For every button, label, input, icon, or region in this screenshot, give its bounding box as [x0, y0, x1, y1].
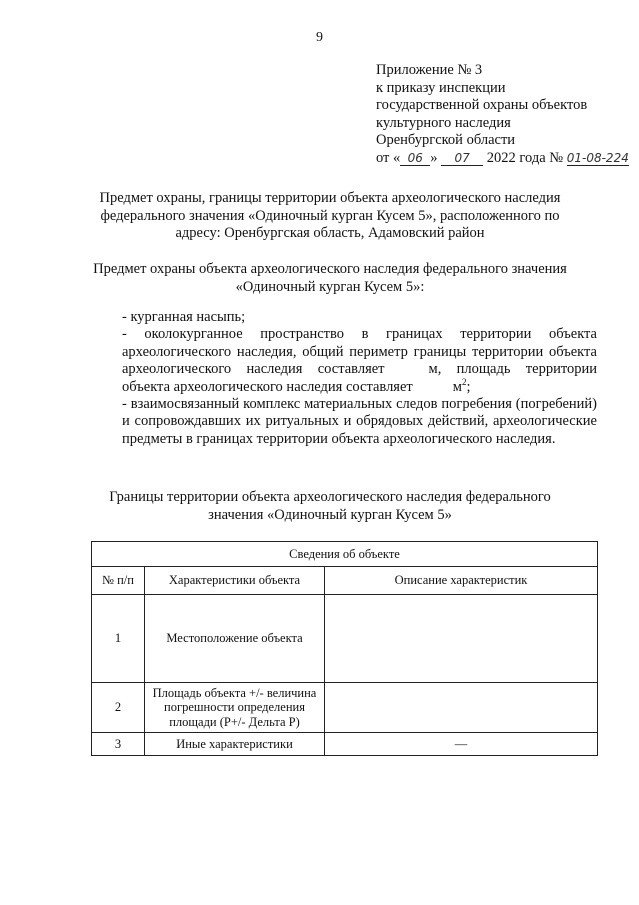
subject-item-2 [90, 326, 597, 396]
subject-heading-line-2: «Одиночный курган Кусем 5»: [235, 278, 425, 295]
header-characteristic: Характеристики объекта [145, 567, 325, 595]
header-description: Описание характеристик [325, 567, 598, 595]
table-row [92, 733, 598, 756]
title-line-3: адресу: Оренбургская область, Адамовский район [175, 225, 485, 242]
table-row [92, 683, 598, 733]
appendix-line-4: культурного наследия [376, 114, 511, 131]
title-line-1: Предмет охраны, границы территории объекта археологического наследия [99, 190, 561, 206]
item2-end: ; [466, 378, 471, 395]
subject-item-1: - курганная насыпь; [122, 309, 246, 325]
header-num: № п/п [92, 567, 145, 595]
table-row [92, 595, 598, 683]
date-month-handwritten: 07 [441, 152, 483, 166]
table-caption-row [92, 542, 598, 567]
date-day-handwritten: 06 [400, 152, 430, 166]
boundaries-heading [80, 489, 580, 524]
date-mid: » [430, 149, 438, 166]
appendix-block [376, 62, 629, 168]
boundaries-heading-line-2: значения «Одиночный курган Кусем 5» [208, 506, 452, 523]
area-unit-sup: 2 [461, 376, 467, 387]
row-num: 2 [92, 683, 145, 733]
document-title [80, 190, 580, 243]
subject-item-3: - взаимосвязанный комплекс материальных следов погребения (погребений) и сопровождавших их ритуальных и обрядовых действий, археологические предметы в границах территории объекта археологического наследия. [122, 396, 597, 447]
area-unit: м [452, 378, 462, 395]
table-header-row [92, 567, 598, 595]
row-characteristic: Иные характеристики [145, 733, 325, 756]
appendix-line-5: Оренбургской области [376, 132, 516, 149]
row-num: 1 [92, 595, 145, 683]
row-description [325, 595, 598, 683]
row-num: 3 [92, 733, 145, 756]
appendix-line-1: Приложение № 3 [376, 62, 483, 78]
date-prefix: от « [376, 149, 401, 166]
subject-heading-line-1: Предмет охраны объекта археологического наследия федерального значения [93, 261, 567, 277]
appendix-date-line [376, 150, 629, 168]
subject-heading [80, 261, 580, 296]
item2-text-b: м, площадь территории объекта археологического наследия составляет [122, 361, 597, 395]
appendix-line-2: к приказу инспекции [376, 79, 506, 96]
row-characteristic: Площадь объекта +/- величина погрешности определения площади (Р+/- Дельта Р) [145, 683, 325, 733]
table-caption: Сведения об объекте [92, 542, 598, 567]
item2-text-a: - околокурганное пространство в границах территории объекта археологического наследия, общий периметр границы территории объекта археологического наследия составляет [122, 326, 597, 378]
row-description: — [325, 733, 598, 756]
row-characteristic: Местоположение объекта [145, 595, 325, 683]
row-description [325, 683, 598, 733]
boundaries-heading-line-1: Границы территории объекта археологического наследия федерального [109, 489, 551, 505]
title-line-2: федерального значения «Одиночный курган Кусем 5», расположенного по [100, 207, 560, 224]
subject-list [90, 309, 597, 448]
page-number: 9 [316, 30, 323, 45]
object-info-table [91, 541, 598, 756]
order-number-handwritten: 01-08-224 [566, 150, 629, 165]
appendix-line-3: государственной охраны объектов [376, 97, 588, 114]
date-year: 2022 года № [486, 149, 564, 166]
